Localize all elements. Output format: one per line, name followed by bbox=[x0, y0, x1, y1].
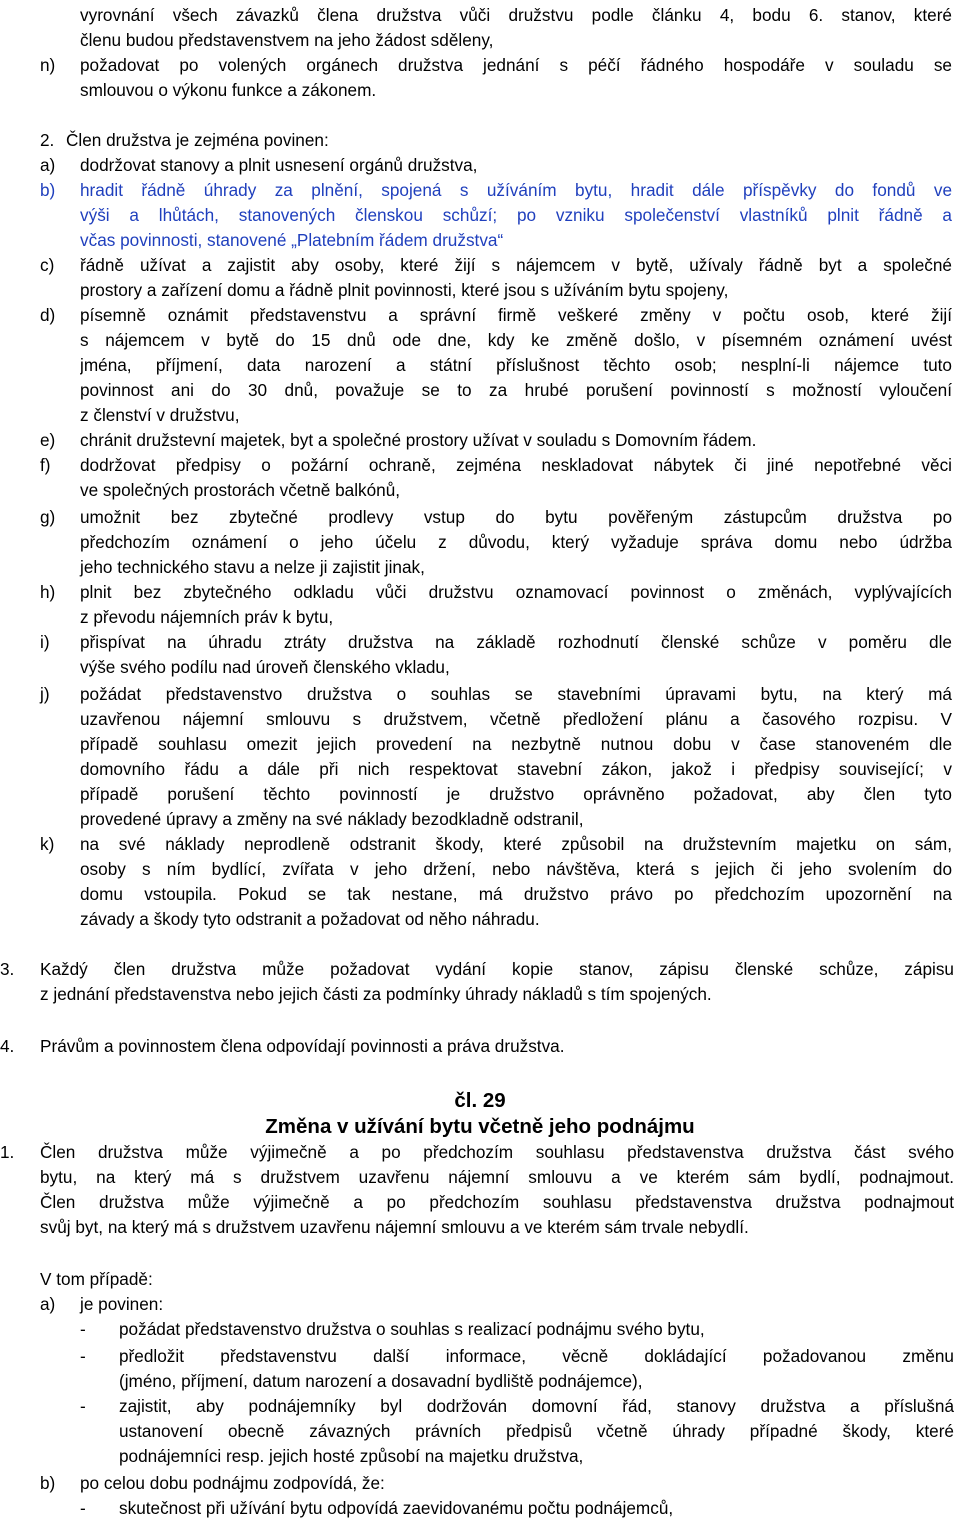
list-marker: e) bbox=[40, 430, 56, 450]
text-line: požádat představenstvo družstva o souhlas s realizací podnájmu svého bytu, bbox=[119, 1319, 705, 1339]
text-line: podnájemníci resp. jejich hosté způsobí na majetku družstva, bbox=[119, 1446, 584, 1466]
text-line: ve společných prostorách včetně balkónů, bbox=[80, 480, 401, 500]
list-marker: i) bbox=[40, 632, 50, 652]
list-marker: j) bbox=[40, 684, 50, 704]
text-line: předložit představenstvu další informace, věcně dokládající požadovanou změnu bbox=[119, 1346, 954, 1366]
article-title: Změna v užívání bytu včetně jeho podnájmu bbox=[265, 1115, 695, 1138]
text-line: požadovat po volených orgánech družstva jednání s péčí řádného hospodáře v souladu se bbox=[80, 55, 952, 75]
text-line: písemně oznámit představenstvu a správní firmě veškeré změny v počtu osob, které žijí bbox=[80, 305, 952, 325]
article-number: čl. 29 bbox=[454, 1089, 506, 1112]
text-line: uzavřenou nájemní smlouvu s družstvem, včetně předložení plánu a časového rozpisu. V bbox=[80, 709, 952, 729]
text-line: jména, příjmení, data narození a státní příslušnost těchto osob; nesplní-li nájemce tuto bbox=[80, 355, 952, 375]
text-line: členu budou představenstvem na jeho žádost sděleny, bbox=[80, 30, 494, 50]
list-marker: n) bbox=[40, 55, 56, 75]
section-number: 2. bbox=[40, 130, 55, 150]
section-number: 1. bbox=[0, 1142, 15, 1162]
text-line: plnit bez zbytečného odkladu vůči družstvu oznamovací povinnost o změnách, vyplývajících bbox=[80, 582, 952, 602]
text-line: osoby s ním bydlící, zvířata v jeho držení, nebo návštěva, která s jejich či jeho svolením do bbox=[80, 859, 952, 879]
text-line: Právům a povinnostem člena odpovídají povinnosti a práva družstva. bbox=[40, 1036, 565, 1056]
list-marker: h) bbox=[40, 582, 56, 602]
text-line: je povinen: bbox=[80, 1294, 164, 1314]
text-line: chránit družstevní majetek, byt a společné prostory užívat v souladu s Domovním řádem. bbox=[80, 430, 757, 450]
text-line: povinnost ani do 30 dnů, považuje se to za hrubé porušení povinností s možností vyloučení bbox=[80, 380, 952, 400]
text-line: provedené úpravy a změny na své náklady bezodkladně odstranil, bbox=[80, 809, 584, 829]
list-marker: a) bbox=[40, 1294, 56, 1314]
section-number: 4. bbox=[0, 1036, 15, 1056]
text-line: řádně užívat a zajistit aby osoby, které žijí s nájemcem v bytě, užívaly řádně byt a společné bbox=[80, 255, 952, 275]
text-line: závady a škody tyto odstranit a požadovat od něho náhradu. bbox=[80, 909, 540, 929]
text-line: předchozím oznámení o jeho účelu z důvodu, který vyžaduje správa domu nebo údržba bbox=[80, 532, 952, 552]
dash-marker: - bbox=[80, 1346, 86, 1366]
text-line: bytu, na který má s družstvem uzavřenu nájemní smlouvu a ve kterém sám bydlí, podnajmout. bbox=[40, 1167, 954, 1187]
text-line: případě souhlasu omezit jejich provedení na nezbytně nutnou dobu v čase stanoveném dle bbox=[80, 734, 952, 754]
text-line: zajistit, aby podnájemníky byl dodržován domovní řád, stanovy družstva a příslušná bbox=[119, 1396, 954, 1416]
text-line: z jednání představenstva nebo jejich části za podmínky úhrady nákladů s tím spojených. bbox=[40, 984, 712, 1004]
list-marker: d) bbox=[40, 305, 56, 325]
text-line: smlouvou o výkonu funkce a zákonem. bbox=[80, 80, 377, 100]
section-intro: Člen družstva je zejména povinen: bbox=[66, 130, 329, 150]
text-line: domu vstoupila. Pokud se tak nestane, má družstvo právo po předchozím upozornění na bbox=[80, 884, 952, 904]
dash-marker: - bbox=[80, 1396, 86, 1416]
section-number: 3. bbox=[0, 959, 15, 979]
text-line: případě porušení těchto povinností je družstvo oprávněno požadovat, aby člen tyto bbox=[80, 784, 952, 804]
list-marker: g) bbox=[40, 507, 56, 527]
text-line: skutečnost při užívání bytu odpovídá zaevidovanému počtu podnájemců, bbox=[119, 1498, 674, 1518]
text-line: vyrovnání všech závazků člena družstva vůči družstvu podle článku 4, bodu 6. stanov, které bbox=[80, 5, 952, 25]
list-marker: c) bbox=[40, 255, 55, 275]
text-line: umožnit bez zbytečné prodlevy vstup do bytu pověřeným zástupcům družstva po bbox=[80, 507, 952, 527]
dash-marker: - bbox=[80, 1498, 86, 1518]
text-line: požádat představenstvo družstva o souhlas se stavebními úpravami bytu, na který má bbox=[80, 684, 952, 704]
text-line: včas povinnosti, stanovené „Platebním řádem družstva“ bbox=[80, 230, 504, 250]
list-marker: k) bbox=[40, 834, 55, 854]
text-line: V tom případě: bbox=[40, 1269, 153, 1289]
list-marker: b) bbox=[40, 1473, 56, 1493]
text-line: svůj byt, na který má s družstvem uzavřenu nájemní smlouvu a ve kterém sám trvale nebydlí. bbox=[40, 1217, 749, 1237]
list-marker: f) bbox=[40, 455, 51, 475]
text-line: Člen družstva může výjimečně a po předchozím souhlasu představenstva družstva část svého bbox=[40, 1142, 954, 1162]
text-line: z členství v družstvu, bbox=[80, 405, 240, 425]
text-line: ustanovení obecně závazných právních předpisů včetně úhrady případné škody, které bbox=[119, 1421, 954, 1441]
text-line: dodržovat stanovy a plnit usnesení orgánů družstva, bbox=[80, 155, 478, 175]
text-line: Každý člen družstva může požadovat vydání kopie stanov, zápisu členské schůze, zápisu bbox=[40, 959, 954, 979]
text-line: jeho technického stavu a nelze ji zajistit jinak, bbox=[80, 557, 425, 577]
text-line: Člen družstva může výjimečně a po předchozím souhlasu představenstva družstva podnajmout bbox=[40, 1192, 954, 1212]
text-line: s nájemcem v bytě do 15 dnů ode dne, kdy ke změně došlo, v písemném oznámení uvést bbox=[80, 330, 952, 350]
text-line: výši a lhůtách, stanovených členskou schůzí; po vzniku společenství vlastníků plnit řádně a bbox=[80, 205, 952, 225]
text-line: dodržovat předpisy o požární ochraně, zejména neskladovat nábytek či jiné nepotřebné věci bbox=[80, 455, 952, 475]
text-line: přispívat na úhradu ztráty družstva na základě rozhodnutí členské schůze v poměru dle bbox=[80, 632, 952, 652]
list-marker: a) bbox=[40, 155, 56, 175]
list-marker: b) bbox=[40, 180, 56, 200]
text-line: na své náklady neprodleně odstranit škody, které způsobil na družstevním majetku on sám, bbox=[80, 834, 952, 854]
text-line: domovního řádu a dále při nich respektovat stavební zákon, jakož i předpisy související; v bbox=[80, 759, 952, 779]
text-line: hradit řádně úhrady za plnění, spojená s užíváním bytu, hradit dále příspěvky do fondů ve bbox=[80, 180, 952, 200]
text-line: po celou dobu podnájmu zodpovídá, že: bbox=[80, 1473, 385, 1493]
text-line: z převodu nájemních práv k bytu, bbox=[80, 607, 334, 627]
text-line: prostory a zařízení domu a řádně plnit povinnosti, které jsou s užíváním bytu spojeny, bbox=[80, 280, 729, 300]
dash-marker: - bbox=[80, 1319, 86, 1339]
text-line: (jméno, příjmení, datum narození a dosavadní bydliště podnájemce), bbox=[119, 1371, 643, 1391]
text-line: výše svého podílu nad úroveň členského vkladu, bbox=[80, 657, 450, 677]
